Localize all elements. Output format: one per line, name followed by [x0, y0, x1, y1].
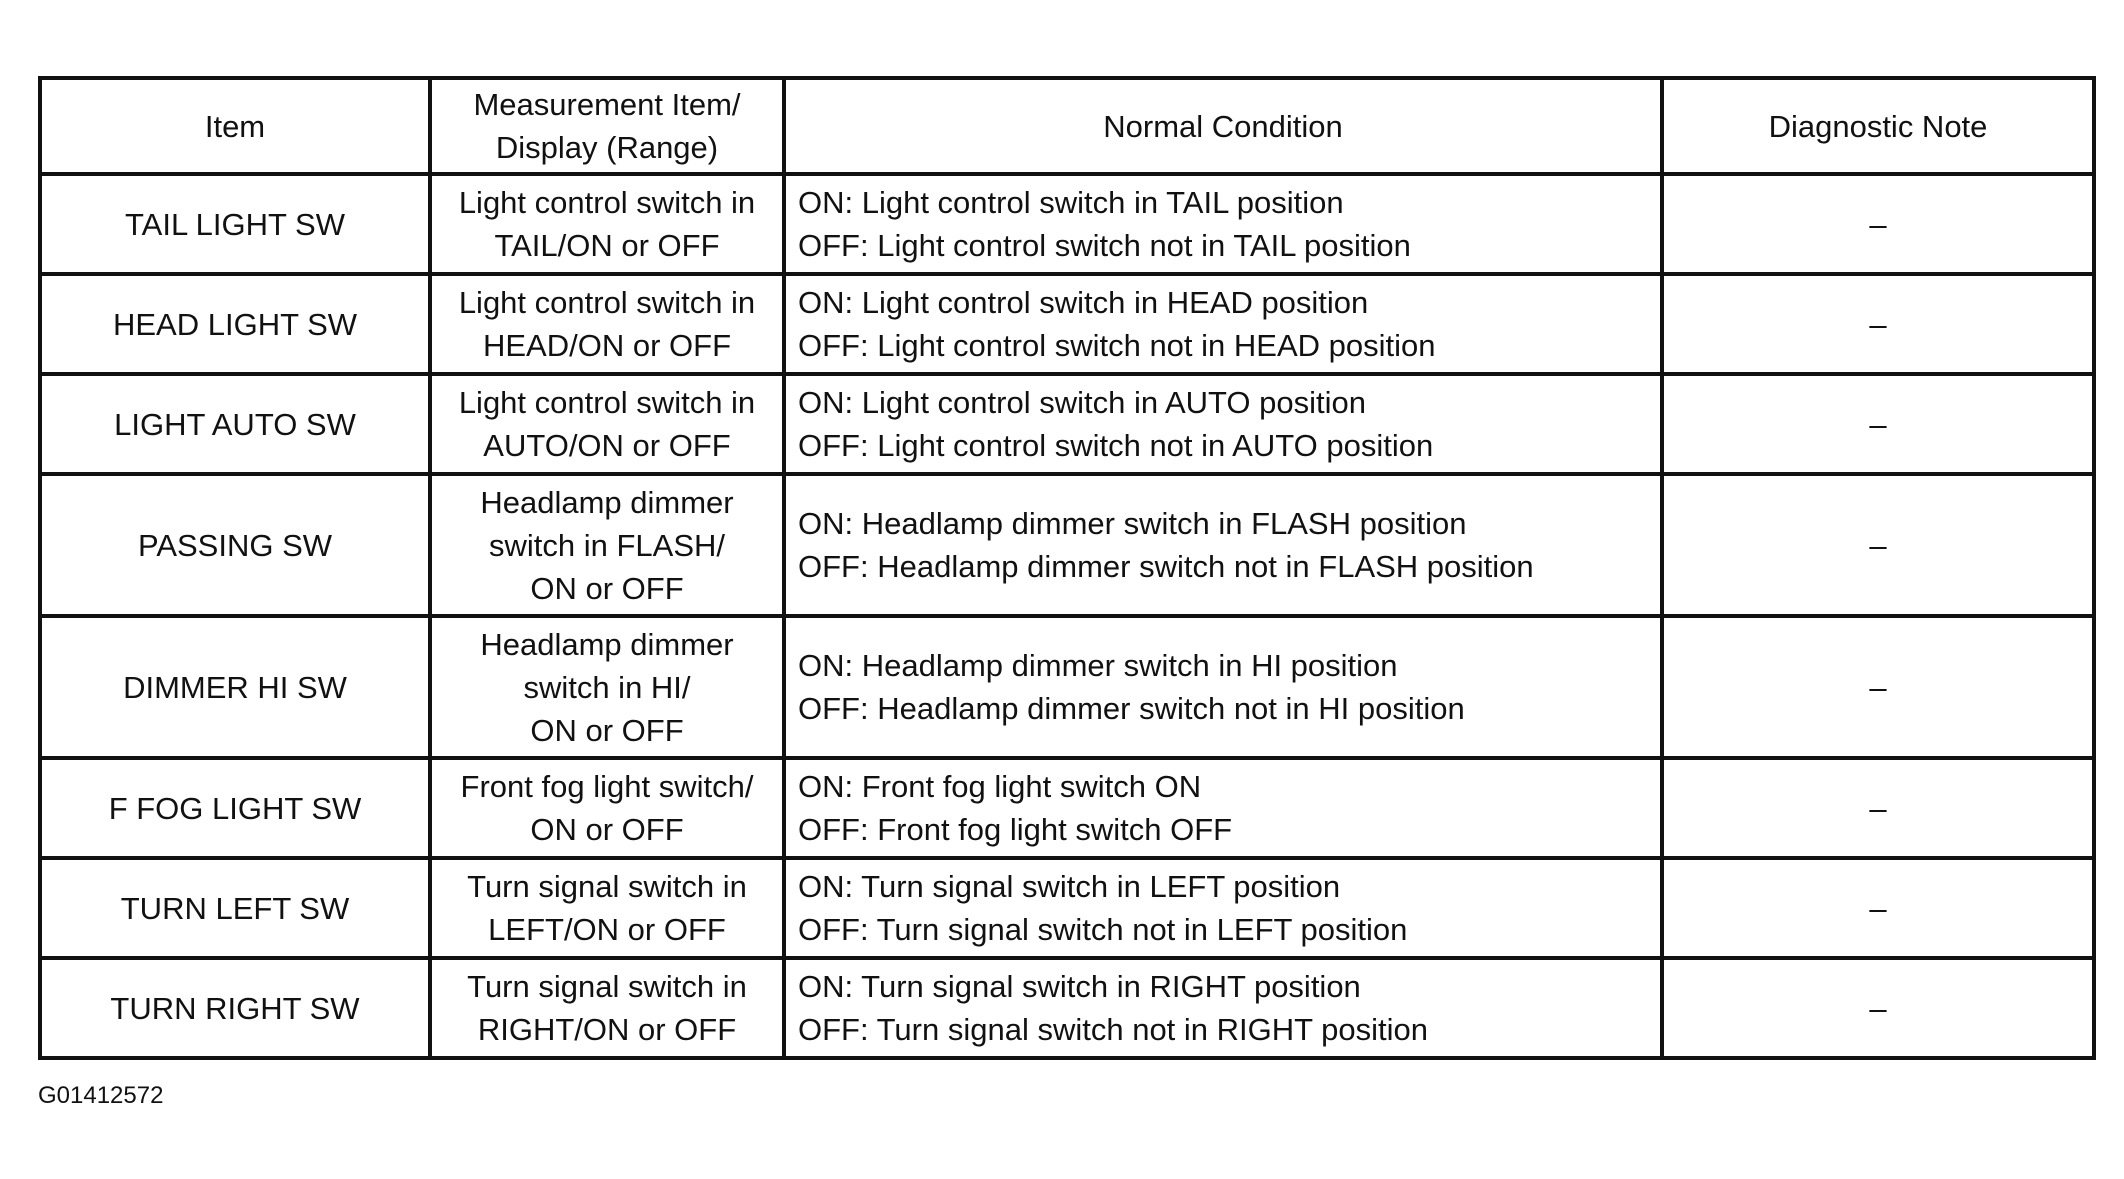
- table-row: [40, 174, 2094, 274]
- measurement-line: Light control switch in: [458, 285, 756, 320]
- condition-on-line: ON: Turn signal switch in RIGHT position: [798, 969, 1361, 1004]
- measurement-line: Light control switch in: [458, 385, 756, 420]
- condition-on-line: ON: Headlamp dimmer switch in FLASH position: [798, 506, 1467, 541]
- cell-item: TURN RIGHT SW: [40, 958, 430, 1058]
- data-list-table: [38, 76, 2096, 1060]
- cell-measurement: [430, 616, 784, 758]
- cell-note: –: [1662, 174, 2094, 274]
- cell-measurement: [430, 274, 784, 374]
- measurement-line: Headlamp dimmer: [480, 626, 734, 662]
- cell-item: DIMMER HI SW: [40, 616, 430, 758]
- measurement-line: AUTO/ON or OFF: [483, 428, 731, 463]
- cell-item: LIGHT AUTO SW: [40, 374, 430, 474]
- condition-on-line: ON: Light control switch in AUTO position: [798, 385, 1367, 420]
- figure-id-caption: G01412572: [38, 1082, 164, 1109]
- cell-condition: [784, 174, 1662, 274]
- cell-note: –: [1662, 758, 2094, 858]
- cell-measurement: [430, 474, 784, 616]
- measurement-line: RIGHT/ON or OFF: [477, 1012, 737, 1047]
- cell-condition: [784, 858, 1662, 958]
- condition-off-line: OFF: Front fog light switch OFF: [798, 812, 1233, 847]
- cell-item: PASSING SW: [40, 474, 430, 616]
- cell-condition: [784, 758, 1662, 858]
- cell-item: HEAD LIGHT SW: [40, 274, 430, 374]
- measurement-line: Light control switch in: [458, 185, 756, 220]
- measurement-line: ON or OFF: [530, 712, 684, 748]
- table-row: [40, 958, 2094, 1058]
- condition-on-line: ON: Light control switch in HEAD position: [798, 285, 1369, 320]
- cell-note: –: [1662, 616, 2094, 758]
- cell-note: –: [1662, 958, 2094, 1058]
- cell-condition: [784, 958, 1662, 1058]
- header-measurement-line: Display (Range): [495, 130, 719, 165]
- condition-off-line: OFF: Turn signal switch not in LEFT position: [798, 912, 1408, 947]
- condition-off-line: OFF: Headlamp dimmer switch not in HI position: [798, 691, 1465, 726]
- data-list-table-container: [38, 76, 2092, 1060]
- cell-note: –: [1662, 858, 2094, 958]
- table-row: [40, 858, 2094, 958]
- cell-measurement: [430, 174, 784, 274]
- cell-item: F FOG LIGHT SW: [40, 758, 430, 858]
- measurement-line: HEAD/ON or OFF: [482, 328, 731, 363]
- measurement-line: TAIL/ON or OFF: [494, 228, 720, 263]
- table-row: [40, 616, 2094, 758]
- measurement-line: LEFT/ON or OFF: [488, 912, 726, 947]
- cell-item: TURN LEFT SW: [40, 858, 430, 958]
- measurement-line: Front fog light switch/: [460, 769, 754, 804]
- condition-on-line: ON: Front fog light switch ON: [798, 769, 1202, 804]
- table-row: [40, 474, 2094, 616]
- table-header-row: [40, 78, 2094, 174]
- cell-condition: [784, 474, 1662, 616]
- header-note: Diagnostic Note: [1662, 78, 2094, 174]
- condition-on-line: ON: Light control switch in TAIL position: [798, 185, 1344, 220]
- measurement-line: switch in FLASH/: [488, 527, 725, 563]
- cell-condition: [784, 274, 1662, 374]
- measurement-line: ON or OFF: [530, 570, 684, 606]
- condition-off-line: OFF: Light control switch not in TAIL position: [798, 228, 1411, 263]
- condition-on-line: ON: Turn signal switch in LEFT position: [798, 869, 1341, 904]
- cell-note: –: [1662, 274, 2094, 374]
- cell-measurement: [430, 758, 784, 858]
- cell-measurement: [430, 374, 784, 474]
- measurement-line: Headlamp dimmer: [480, 484, 734, 520]
- measurement-line: Turn signal switch in: [467, 969, 747, 1004]
- measurement-line: switch in HI/: [523, 669, 691, 705]
- table-row: [40, 374, 2094, 474]
- header-item: Item: [40, 78, 430, 174]
- table-row: [40, 758, 2094, 858]
- condition-off-line: OFF: Light control switch not in HEAD position: [798, 328, 1436, 363]
- condition-off-line: OFF: Headlamp dimmer switch not in FLASH position: [798, 549, 1534, 584]
- cell-condition: [784, 616, 1662, 758]
- header-condition: Normal Condition: [784, 78, 1662, 174]
- cell-measurement: [430, 958, 784, 1058]
- measurement-line: Turn signal switch in: [467, 869, 747, 904]
- condition-on-line: ON: Headlamp dimmer switch in HI position: [798, 648, 1398, 683]
- condition-off-line: OFF: Light control switch not in AUTO position: [798, 428, 1434, 463]
- condition-off-line: OFF: Turn signal switch not in RIGHT position: [798, 1012, 1428, 1047]
- cell-note: –: [1662, 474, 2094, 616]
- header-measurement-line: Measurement Item/: [473, 87, 741, 122]
- measurement-line: ON or OFF: [530, 812, 684, 847]
- cell-item: TAIL LIGHT SW: [40, 174, 430, 274]
- table-row: [40, 274, 2094, 374]
- cell-measurement: [430, 858, 784, 958]
- header-measurement: [430, 78, 784, 174]
- cell-note: –: [1662, 374, 2094, 474]
- cell-condition: [784, 374, 1662, 474]
